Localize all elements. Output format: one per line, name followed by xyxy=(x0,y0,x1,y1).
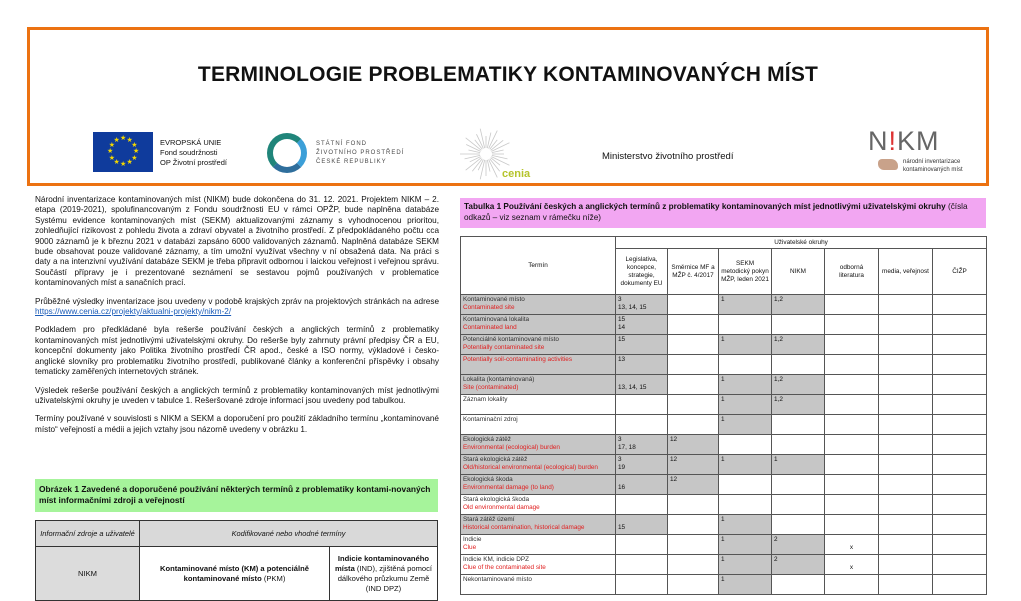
usage-cell xyxy=(879,455,933,475)
usage-cell xyxy=(772,475,825,495)
terminology-table xyxy=(460,236,987,595)
figure-col-sources: Informační zdroje a uživatelé xyxy=(36,521,140,547)
usage-cell xyxy=(668,495,719,515)
usage-cell xyxy=(933,435,987,455)
term-czech: Indicie KM, indicie DPZ xyxy=(463,556,530,563)
term-czech: Nekontaminované místo xyxy=(463,576,532,583)
usage-cell xyxy=(879,435,933,455)
figure-caption: Obrázek 1 Zavedené a doporučené používání některých termínů z problematiky kontami-novaných míst informačními zdroji a veřejností xyxy=(35,479,438,512)
usage-cell xyxy=(616,495,668,515)
usage-cell xyxy=(879,355,933,375)
table-row xyxy=(461,315,987,335)
usage-cell xyxy=(825,355,879,375)
nikm-logo-bang: ! xyxy=(888,126,898,156)
term-cell xyxy=(461,535,616,555)
usage-cell xyxy=(825,315,879,335)
usage-cell xyxy=(772,575,825,595)
term-cell xyxy=(461,515,616,535)
table-col-header: Legislativa, koncepce, strategie, dokumenty EU xyxy=(616,249,668,295)
cenia-logo-text: cenia xyxy=(502,168,531,180)
term-english: Potentially contaminated site xyxy=(463,344,545,351)
table-row xyxy=(461,535,987,555)
usage-cell xyxy=(719,435,772,455)
usage-cell xyxy=(616,395,668,415)
figure-cell-km-abbr: (PKM) xyxy=(263,573,286,583)
usage-cell xyxy=(668,355,719,375)
usage-cell xyxy=(668,575,719,595)
usage-cell xyxy=(825,475,879,495)
term-cell xyxy=(461,495,616,515)
table-header-user-groups: Uživatelské okruhy xyxy=(616,237,987,249)
usage-cell: 3 13, 14, 15 xyxy=(616,295,668,315)
term-cell xyxy=(461,315,616,335)
paragraph-4: Výsledek rešerše používání českých a anglických termínů z problematiky kontaminovaných míst jednotlivými uživatelskými okruhy je uveden v tabulce 1. Rešeršované zdroje informací jsou uvedeny pod tabulkou. xyxy=(35,385,439,405)
usage-cell: 15 xyxy=(616,335,668,355)
term-cell xyxy=(461,375,616,395)
usage-cell xyxy=(719,315,772,335)
eu-star-icon: ★ xyxy=(113,136,120,144)
usage-cell xyxy=(772,315,825,335)
nikm-logo-n: N xyxy=(868,126,889,156)
header-box xyxy=(27,27,989,186)
table-row xyxy=(461,475,987,495)
term-czech: Stará zátěž území xyxy=(463,516,515,523)
sfzp-logo-icon xyxy=(267,133,307,173)
intro-text-column xyxy=(35,195,439,435)
nikm-logo-subtitle xyxy=(903,158,963,174)
usage-cell: 1 xyxy=(719,295,772,315)
usage-cell xyxy=(825,395,879,415)
term-cell xyxy=(461,475,616,495)
usage-cell xyxy=(616,415,668,435)
eu-star-icon: ★ xyxy=(107,148,114,155)
usage-cell xyxy=(879,575,933,595)
usage-cell: 12 xyxy=(668,475,719,495)
term-cell xyxy=(461,395,616,415)
figure-table xyxy=(35,520,438,601)
usage-cell xyxy=(933,495,987,515)
eu-star-icon: ★ xyxy=(113,159,120,167)
table-row xyxy=(461,335,987,355)
usage-cell xyxy=(668,415,719,435)
term-english: Contaminated site xyxy=(463,304,515,311)
usage-cell: 1,2 xyxy=(772,395,825,415)
eu-star-icon: ★ xyxy=(120,161,127,168)
table-caption-rest: (čísla odkazů – viz seznam v rámečku níže) xyxy=(464,202,968,222)
cenia-ray xyxy=(480,160,484,179)
usage-cell: 1,2 xyxy=(772,295,825,315)
eu-star-icon: ★ xyxy=(133,148,140,155)
mzp-logo-text: Ministerstvo životního prostředí xyxy=(602,151,734,162)
usage-cell xyxy=(933,575,987,595)
usage-cell xyxy=(668,295,719,315)
paragraph-2-text: Průběžné výsledky inventarizace jsou uvedeny v podobě krajských zpráv na projektových stránkách na adrese xyxy=(35,296,439,306)
table-row xyxy=(461,575,987,595)
term-czech: Kontaminované místo xyxy=(463,296,525,303)
table-row xyxy=(461,395,987,415)
usage-cell xyxy=(668,375,719,395)
table-col-header: odborná literatura xyxy=(825,249,879,295)
term-cell xyxy=(461,355,616,375)
usage-cell: 12 xyxy=(668,435,719,455)
nikm-logo xyxy=(868,126,940,157)
usage-cell xyxy=(772,415,825,435)
figure-cell-km xyxy=(140,547,330,601)
eu-flag-logo xyxy=(93,132,153,172)
nikm-logo-km: KM xyxy=(897,126,940,156)
usage-cell: 13 xyxy=(616,355,668,375)
term-cell xyxy=(461,335,616,355)
usage-cell xyxy=(879,315,933,335)
table-row xyxy=(461,375,987,395)
term-czech: Kontaminační zdroj xyxy=(463,416,518,423)
paragraph-3: Podkladem pro předkládané byla rešerše používání českých a anglických termínů z problematiky kontaminovaných míst jednotlivými uživatelskými okruhy. Do rešerše byly zahrnuty právní předpisy ČR a EU, koncepční dokumenty jako Politika životního prostředí ČR apod., české a ISO normy, výkladové i česko-anglické slovníky pro problematiku životního prostředí, publikované články a konferenční příspěvky i obsahy tematicky zaměřených internetových stránek. xyxy=(35,325,439,377)
table-col-header: Směrnice MF a MŽP č. 4/2017 xyxy=(668,249,719,295)
usage-cell xyxy=(933,475,987,495)
usage-cell: 1 xyxy=(719,395,772,415)
term-czech: Lokalita (kontaminovaná) xyxy=(463,376,535,383)
usage-cell xyxy=(879,475,933,495)
usage-cell: 2 xyxy=(772,535,825,555)
usage-cell xyxy=(933,395,987,415)
usage-cell xyxy=(825,375,879,395)
usage-cell xyxy=(825,335,879,355)
usage-cell: 1 xyxy=(719,555,772,575)
term-czech: Kontaminovaná lokalita xyxy=(463,316,530,323)
term-english: Old/historical environmental (ecological) burden xyxy=(463,464,598,471)
term-english: Environmental damage (to land) xyxy=(463,484,554,491)
usage-cell xyxy=(772,435,825,455)
usage-cell: 13, 14, 15 xyxy=(616,375,668,395)
usage-cell xyxy=(825,435,879,455)
eu-star-icon: ★ xyxy=(131,141,138,149)
term-czech: Ekologická zátěž xyxy=(463,436,511,443)
usage-cell: 1 xyxy=(772,455,825,475)
term-cell xyxy=(461,455,616,475)
term-czech: Potenciálně kontaminované místo xyxy=(463,336,559,343)
usage-cell xyxy=(933,355,987,375)
term-english: Site (contaminated) xyxy=(463,384,519,391)
usage-cell xyxy=(616,575,668,595)
table-row xyxy=(461,515,987,535)
eu-line-1: EVROPSKÁ UNIE xyxy=(160,138,222,147)
eu-star-icon: ★ xyxy=(120,135,127,142)
table-row xyxy=(461,295,987,315)
term-cell xyxy=(461,295,616,315)
usage-cell xyxy=(719,495,772,515)
usage-cell xyxy=(616,535,668,555)
usage-cell: 1 xyxy=(719,375,772,395)
usage-cell: 1 xyxy=(719,415,772,435)
usage-cell: 1,2 xyxy=(772,335,825,355)
usage-cell: 15 14 xyxy=(616,315,668,335)
paragraph-5: Termíny používané v souvislosti s NIKM a SEKM a doporučení pro použití základního termínu „kontaminované místo“ veřejností a médii a jejich vztahy jsou názorně uvedeny v obrázku 1. xyxy=(35,414,439,434)
usage-cell xyxy=(879,395,933,415)
table-caption-bold: Tabulka 1 Používání českých a anglických termínů z problematiky kontaminovaných míst jednotlivými uživatelskými okruhy xyxy=(464,202,946,211)
usage-cell xyxy=(933,515,987,535)
term-english: Historical contamination, historical damage xyxy=(463,524,585,531)
paragraph-1: Národní inventarizace kontaminovaných míst (NIKM) bude dokončena do 31. 12. 2021. Projektem NIKM – 2. etapa (2019-2021), spolufinancovaným z Fondu soudržnosti EU v rámci OPŽP, bude naplněna databáze Systému evidence kontaminovaných míst (SEKM) aktualizovanými záznamy s vyhodnocenou prioritou, zohledňující rizikovost z pohledu života a zdraví obyvatel a životního prostředí. Z předpokládaného počtu cca 9000 záznamů je k březnu 2021 v databázi zapsáno 6000 validovaných záznamů. Naplněná databáze SEKM bude obsahovat pouze validované záznamy, a tím umožní využívat všechny v ní obsažená data. Na práci s daty a na intenzivní využívání databáze SEKM je třeba připravit odbornou i laickou veřejnost i veřejnou správu. Součástí přípravy je i prezentované seznámení se sestavou pojmů používaných v problematice kontaminovaných míst a sanačních prací. xyxy=(35,195,439,288)
usage-cell xyxy=(772,355,825,375)
usage-cell xyxy=(879,295,933,315)
usage-cell xyxy=(772,495,825,515)
usage-cell xyxy=(668,335,719,355)
usage-cell xyxy=(933,455,987,475)
usage-cell xyxy=(879,555,933,575)
usage-cell xyxy=(668,515,719,535)
usage-cell xyxy=(825,415,879,435)
table-row xyxy=(461,555,987,575)
eu-star-icon: ★ xyxy=(108,141,116,149)
usage-cell xyxy=(933,295,987,315)
sfzp-line-1: STÁTNÍ FOND xyxy=(316,141,367,147)
usage-cell xyxy=(879,415,933,435)
term-cell xyxy=(461,575,616,595)
usage-cell: 1 xyxy=(719,335,772,355)
table-col-header: SEKM metodický pokyn MŽP, leden 2021 xyxy=(719,249,772,295)
usage-cell xyxy=(933,415,987,435)
usage-cell xyxy=(825,455,879,475)
paragraph-2 xyxy=(35,297,439,318)
usage-cell xyxy=(879,375,933,395)
usage-cell xyxy=(933,555,987,575)
usage-cell: 2 xyxy=(772,555,825,575)
page-title: TERMINOLOGIE PROBLEMATIKY KONTAMINOVANÝCH MÍST xyxy=(197,63,819,86)
usage-cell xyxy=(879,495,933,515)
usage-cell xyxy=(719,475,772,495)
term-cell xyxy=(461,555,616,575)
usage-cell xyxy=(825,295,879,315)
usage-cell xyxy=(825,515,879,535)
usage-cell: 1 xyxy=(719,455,772,475)
usage-cell xyxy=(879,535,933,555)
figure-cell-ind xyxy=(330,547,438,601)
usage-cell xyxy=(933,315,987,335)
term-english: Environmental (ecological) burden xyxy=(463,444,560,451)
table-col-header: ČIŽP xyxy=(933,249,987,295)
nikm-sub-line-1: národní inventarizace xyxy=(903,159,961,165)
figure-cell-ind-term: Indicie kontaminovaného místa xyxy=(334,553,430,573)
usage-cell xyxy=(668,315,719,335)
term-czech: Záznam lokality xyxy=(463,396,508,403)
usage-cell xyxy=(933,375,987,395)
eu-line-3: OP Životní prostředí xyxy=(160,158,227,167)
term-english: Contaminated land xyxy=(463,324,517,331)
term-english: Potentially soil-contaminating activities xyxy=(463,356,573,363)
eu-star-icon: ★ xyxy=(108,154,116,162)
usage-cell: 3 19 xyxy=(616,455,668,475)
term-cell xyxy=(461,435,616,455)
term-czech: Indicie xyxy=(463,536,482,543)
term-czech: Stará ekologická zátěž xyxy=(463,456,528,463)
usage-cell: 1 xyxy=(719,515,772,535)
usage-cell xyxy=(933,535,987,555)
usage-cell: 1,2 xyxy=(772,375,825,395)
usage-cell xyxy=(772,515,825,535)
usage-cell xyxy=(616,555,668,575)
usage-cell: 12 xyxy=(668,455,719,475)
usage-cell xyxy=(719,355,772,375)
term-english: Clue xyxy=(463,544,477,551)
sfzp-line-2: ŽIVOTNÍHO PROSTŘEDÍ xyxy=(316,150,405,156)
term-czech: Stará ekologická škoda xyxy=(463,496,530,503)
table-row xyxy=(461,455,987,475)
table-row xyxy=(461,355,987,375)
usage-cell xyxy=(825,575,879,595)
usage-cell: 1 xyxy=(719,535,772,555)
czech-map-icon xyxy=(878,159,898,170)
usage-cell xyxy=(668,535,719,555)
usage-cell xyxy=(668,395,719,415)
sfzp-logo-text xyxy=(316,140,404,167)
usage-cell: x xyxy=(825,535,879,555)
table-row xyxy=(461,435,987,455)
term-czech: Ekologická škoda xyxy=(463,476,513,483)
usage-cell: 1 xyxy=(719,575,772,595)
sfzp-line-3: ČESKÉ REPUBLIKY xyxy=(316,159,387,165)
usage-cell: 3 17, 18 xyxy=(616,435,668,455)
table-col-header: media, veřejnost xyxy=(879,249,933,295)
usage-cell xyxy=(933,335,987,355)
eu-star-icon: ★ xyxy=(131,154,138,162)
usage-cell xyxy=(825,495,879,515)
usage-cell: 16 xyxy=(616,475,668,495)
table-row xyxy=(461,495,987,515)
figure-row-nikm: NIKM xyxy=(36,547,140,601)
table-col-header: NIKM xyxy=(772,249,825,295)
term-english: Clue of the contaminated site xyxy=(463,564,546,571)
table-caption xyxy=(460,198,986,228)
figure-cell-km-term: Kontaminované místo (KM) a potenciálně kontaminované místo xyxy=(160,563,309,583)
eu-logo-text xyxy=(160,138,227,168)
eu-line-2: Fond soudržnosti xyxy=(160,148,218,157)
figure-col-terms: Kodifikované nebo vhodné termíny xyxy=(140,521,438,547)
usage-cell xyxy=(668,555,719,575)
usage-cell xyxy=(879,335,933,355)
term-english: Old environmental damage xyxy=(463,504,540,511)
figure-cell-ind-rest: (IND), zjištěná pomocí dálkového průzkumu Země (IND DPZ) xyxy=(337,563,433,593)
usage-cell: 15 xyxy=(616,515,668,535)
table-row xyxy=(461,415,987,435)
nikm-project-link[interactable]: https://www.cenia.cz/projekty/aktualni-projekty/nikm-2/ xyxy=(35,307,232,317)
eu-star-icon: ★ xyxy=(126,159,133,167)
usage-cell xyxy=(879,515,933,535)
term-cell xyxy=(461,415,616,435)
eu-star-icon: ★ xyxy=(126,136,133,144)
table-header-term: Termín xyxy=(461,237,616,295)
usage-cell: x xyxy=(825,555,879,575)
nikm-sub-line-2: kontaminovaných míst xyxy=(903,167,963,173)
cenia-ray xyxy=(480,129,484,148)
